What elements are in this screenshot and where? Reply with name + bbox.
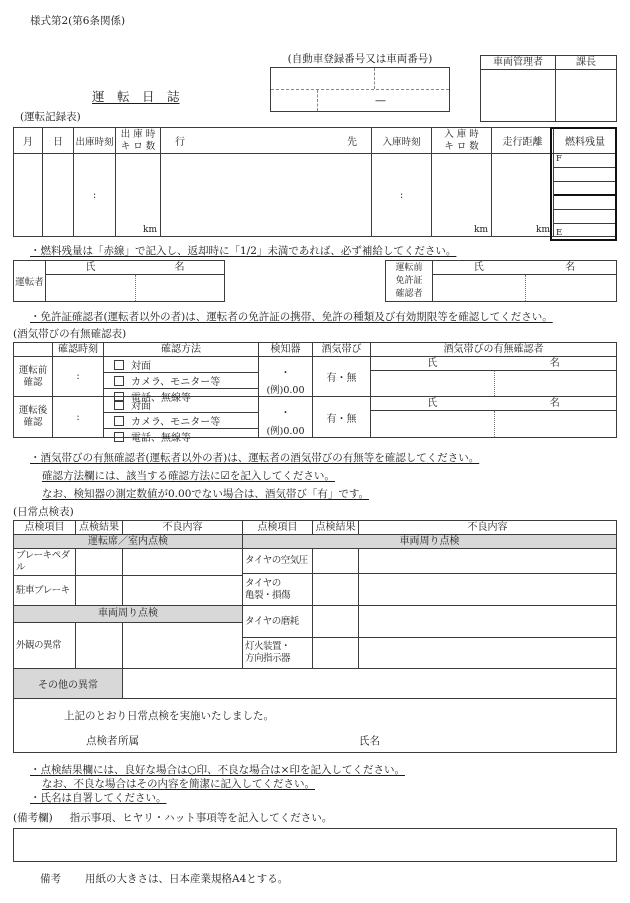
alcohol-after-method-row	[104, 413, 258, 429]
inspection-header-defect-right: 不良内容	[467, 522, 508, 533]
record-month-cell[interactable]	[14, 154, 43, 236]
inspection-item-brake-pedal: ブレーキペダル	[14, 549, 76, 575]
record-table	[13, 127, 617, 237]
alcohol-before-state-cell[interactable]	[313, 357, 371, 396]
state-value: 有・無	[326, 413, 357, 425]
alcohol-before-method-row	[104, 373, 258, 389]
inspection-item-parking-brake: 駐車ブレーキ	[14, 576, 76, 605]
fuel-gauge-row	[554, 168, 616, 182]
inspection-result-cell[interactable]	[76, 549, 123, 575]
footer-label: 備考	[40, 873, 61, 885]
record-header-depart-km-line1: 出 庫 時	[120, 128, 156, 140]
inspector-label: 点検者	[86, 735, 118, 747]
method-label: 対面	[131, 401, 151, 412]
inspection-result-cell[interactable]	[313, 549, 359, 573]
inspection-header-item-right: 点検項目	[243, 521, 313, 534]
checkbox-icon[interactable]	[114, 376, 124, 386]
detector-dot: ・	[280, 368, 291, 379]
inspection-header-defect-left: 不良内容	[123, 521, 243, 534]
fuel-full-label: F	[556, 154, 562, 164]
inspection-defect-cell[interactable]	[359, 574, 616, 605]
inspection-header-item-left: 点検項目	[14, 521, 76, 534]
inspection-item-tire-crack-line2: 亀裂・損傷	[245, 589, 291, 601]
driver-mei-label: 名	[174, 262, 185, 273]
inspection-item-lights-line1: 灯火装置・	[245, 641, 291, 652]
record-header-distance: 走行距離	[492, 128, 554, 153]
vehicle-number-label: (自動車登録番号又は車両番号)	[287, 53, 433, 65]
record-header-depart-time: 出庫時刻	[74, 128, 116, 153]
method-label: 対面	[131, 361, 151, 372]
inspection-group-left: 運転席／室内点検	[14, 535, 243, 548]
alcohol-before-sei-label: 氏	[427, 358, 438, 369]
inspection-defect-cell[interactable]	[359, 606, 616, 637]
alcohol-before-time-cell[interactable]	[53, 357, 104, 396]
record-return-time-cell[interactable]	[372, 154, 432, 236]
inspection-item-lights-line2: 方向指示器	[245, 653, 291, 664]
alcohol-header-checker: 酒気帯びの有無確認者	[443, 344, 544, 355]
inspection-note-2: なお、不良な場合はその内容を簡潔に記入してください。	[42, 778, 315, 790]
checkbox-icon[interactable]	[114, 400, 124, 410]
license-checker-label-line3: 確認者	[395, 289, 423, 299]
affiliation-label: 所属	[118, 735, 139, 747]
driver-label: 運転者	[14, 261, 46, 301]
alcohol-section-label: (酒気帯びの有無確認表)	[13, 328, 127, 340]
fuel-note: ・燃料残量は「赤線」で記入し、返却時に「1/2」未満であれば、必ず補給してください。	[30, 245, 457, 257]
inspection-defect-cell[interactable]	[359, 549, 616, 573]
vehicle-box-divider-v2	[317, 90, 318, 111]
approval-header-chief: 課長	[576, 57, 596, 68]
alcohol-after-sei-label: 氏	[427, 398, 438, 409]
driver-table	[13, 260, 225, 302]
detector-example: (例)0.00	[266, 385, 305, 396]
method-label: カメラ、モニター等	[131, 417, 221, 428]
name-label: 氏名	[359, 735, 380, 747]
inspection-item-tire-crack-line1: タイヤの	[245, 577, 281, 589]
record-destination-cell[interactable]	[161, 154, 372, 236]
page-title: 運 転 日 誌	[92, 89, 180, 104]
inspection-result-cell[interactable]	[76, 576, 123, 605]
inspection-group-right: 車両周り点検	[243, 535, 616, 548]
alcohol-after-label-line2: 確認	[23, 417, 43, 428]
alcohol-before-detector-cell[interactable]	[259, 357, 313, 396]
inspection-result-cell[interactable]	[76, 623, 123, 668]
alcohol-before-method-row	[104, 357, 258, 373]
alcohol-header-time: 確認時刻	[53, 343, 104, 356]
driver-sei-label: 氏	[85, 262, 96, 273]
name-dotted-divider	[494, 371, 495, 396]
alcohol-after-method-row	[104, 397, 258, 413]
fuel-gauge[interactable]	[554, 154, 616, 236]
inspection-other-label: その他の異常	[14, 669, 123, 698]
fuel-gauge-row-half	[554, 182, 616, 196]
method-label: 電話、無線等	[131, 393, 191, 404]
remarks-label: (備考欄)	[13, 812, 53, 824]
footer-text: 用紙の大きさは、日本産業規格A4とする。	[85, 873, 289, 885]
inspection-defect-cell[interactable]	[123, 623, 242, 668]
alcohol-before-mei-label: 名	[549, 358, 560, 369]
method-label: 電話、無線等	[131, 433, 191, 444]
name-dotted-divider	[525, 275, 526, 301]
method-label: カメラ、モニター等	[131, 377, 221, 388]
name-dotted-divider	[494, 411, 495, 437]
record-header-return-km-line1: 入 庫 時	[444, 128, 479, 140]
fuel-gauge-row-full	[554, 154, 616, 168]
inspection-item-tire-pressure: タイヤの空気圧	[245, 555, 308, 566]
record-header-day: 日	[43, 128, 74, 153]
alcohol-after-checker-name-field[interactable]	[371, 411, 616, 437]
record-header-fuel: 燃料残量	[565, 137, 605, 148]
alcohol-table	[13, 342, 617, 444]
inspection-header-result-right: 点検結果	[313, 521, 359, 534]
alcohol-note-2: 確認方法欄には、該当する確認方法に☑を記入してください。	[42, 470, 335, 482]
record-distance-unit: km	[536, 225, 550, 235]
alcohol-before-time-colon: :	[76, 371, 80, 382]
alcohol-after-label-line1: 運転後	[18, 405, 48, 416]
record-depart-time-cell[interactable]	[74, 154, 116, 236]
detector-example: (例)0.00	[266, 426, 305, 437]
alcohol-before-label-line1: 運転前	[18, 364, 48, 376]
alcohol-after-detector-cell[interactable]	[259, 397, 313, 437]
inspection-declaration-block	[14, 699, 616, 752]
approval-stamp-chief-cell[interactable]	[556, 70, 616, 121]
approval-stamp-manager-cell[interactable]	[481, 70, 556, 121]
record-header-month: 月	[14, 128, 43, 153]
vehicle-number-separator: —	[375, 94, 386, 107]
record-section-label: (運転記録表)	[20, 111, 81, 123]
affiliation-field[interactable]	[144, 729, 344, 747]
fuel-gauge-row	[554, 210, 616, 224]
checkbox-icon[interactable]	[114, 416, 124, 426]
name-dotted-divider	[135, 275, 136, 301]
license-checker-label-line2: 免許証	[395, 276, 423, 286]
detector-dot: ・	[280, 408, 291, 419]
record-return-km-cell[interactable]	[432, 154, 492, 236]
alcohol-note-3: なお、検知器の測定数値が0.00でない場合は、酒気帯び「有」です。	[42, 488, 370, 500]
alcohol-before-label-line2: 確認	[23, 376, 43, 388]
license-checker-table	[385, 260, 617, 302]
alcohol-note-1: ・酒気帯びの有無確認者(運転者以外の者)は、運転者の酒気帯びの有無等を確認してください。	[30, 452, 480, 464]
alcohol-after-state-cell[interactable]	[313, 397, 371, 437]
alcohol-before-checker-name-field[interactable]	[371, 371, 616, 396]
inspection-defect-cell[interactable]	[123, 549, 242, 575]
inspection-result-cell[interactable]	[313, 606, 359, 637]
record-return-km-unit: km	[474, 225, 488, 235]
inspection-table	[13, 520, 617, 753]
checkbox-icon[interactable]	[114, 360, 124, 370]
inspection-item-tire-wear: タイヤの磨耗	[245, 615, 299, 627]
alcohol-header-method: 確認方法	[104, 343, 259, 356]
fuel-gauge-row	[554, 196, 616, 210]
record-header-depart-km-line2: キ ロ 数	[120, 140, 156, 152]
inspection-result-cell[interactable]	[313, 638, 359, 668]
inspector-name-field[interactable]	[384, 729, 584, 747]
vehicle-number-box[interactable]	[270, 67, 450, 112]
inspection-result-cell[interactable]	[313, 574, 359, 605]
vehicle-box-divider-h	[271, 89, 449, 90]
alcohol-after-time-colon: :	[76, 411, 80, 423]
alcohol-header-blank	[14, 343, 53, 356]
inspection-declaration: 上記のとおり日常点検を実施いたしました。	[64, 710, 274, 722]
inspection-header-result-left: 点検結果	[76, 521, 123, 534]
alcohol-header-detector: 検知器	[259, 343, 313, 356]
inspection-defect-cell[interactable]	[359, 638, 616, 668]
footer-line	[40, 871, 288, 886]
record-depart-km-cell[interactable]	[116, 154, 161, 236]
record-header-return-time: 入庫時刻	[372, 128, 432, 153]
record-depart-time-colon: :	[92, 189, 97, 201]
alcohol-after-time-cell[interactable]	[53, 397, 104, 437]
record-header-return-km-line2: キ ロ 数	[444, 140, 479, 152]
remarks-line	[13, 810, 332, 825]
remarks-box[interactable]	[13, 828, 617, 862]
alcohol-after-method-row	[104, 429, 258, 444]
approval-table	[480, 55, 617, 122]
state-value: 有・無	[326, 373, 357, 384]
license-checker-mei-label: 名	[565, 262, 576, 273]
record-return-time-colon: :	[399, 189, 404, 201]
record-header-destination-left: 行	[175, 137, 185, 148]
license-checker-label-line1: 運転前	[395, 263, 423, 273]
form-style-label: 様式第2(第6条関係)	[30, 15, 126, 27]
driver-name-field[interactable]	[46, 275, 224, 301]
alcohol-header-state: 酒気帯び	[313, 343, 371, 356]
record-day-cell[interactable]	[43, 154, 74, 236]
inspection-other-cell[interactable]	[123, 669, 616, 698]
inspection-note-1: ・点検結果欄には、良好な場合は○印、不良な場合は×印を記入してください。	[30, 764, 405, 776]
record-depart-km-unit: km	[143, 225, 157, 235]
fuel-empty-label: E	[556, 228, 563, 238]
inspection-item-exterior: 外観の異常	[14, 623, 76, 668]
inspection-group-left-mid: 車両周り点検	[14, 606, 242, 623]
inspection-defect-cell[interactable]	[123, 576, 242, 605]
alcohol-after-mei-label: 名	[549, 398, 560, 409]
inspection-note-3: ・氏名は自署してください。	[30, 792, 167, 804]
remarks-instruction: 指示事項、ヒヤリ・ハット事項等を記入してください。	[69, 812, 333, 824]
license-checker-sei-label: 氏	[473, 262, 484, 273]
record-distance-cell[interactable]	[492, 154, 554, 236]
vehicle-box-divider-v1	[374, 68, 375, 89]
inspection-section-label: (日常点検表)	[13, 506, 74, 518]
approval-header-manager: 車両管理者	[481, 56, 556, 69]
fuel-gauge-row-empty	[554, 224, 616, 238]
license-checker-name-field[interactable]	[433, 275, 616, 301]
checkbox-icon[interactable]	[114, 432, 124, 442]
record-header-destination-right: 先	[347, 137, 357, 148]
license-note: ・免許証確認者(運転者以外の者)は、運転者の免許証の携帯、免許の種類及び有効期限等を確認してください。	[30, 311, 553, 323]
